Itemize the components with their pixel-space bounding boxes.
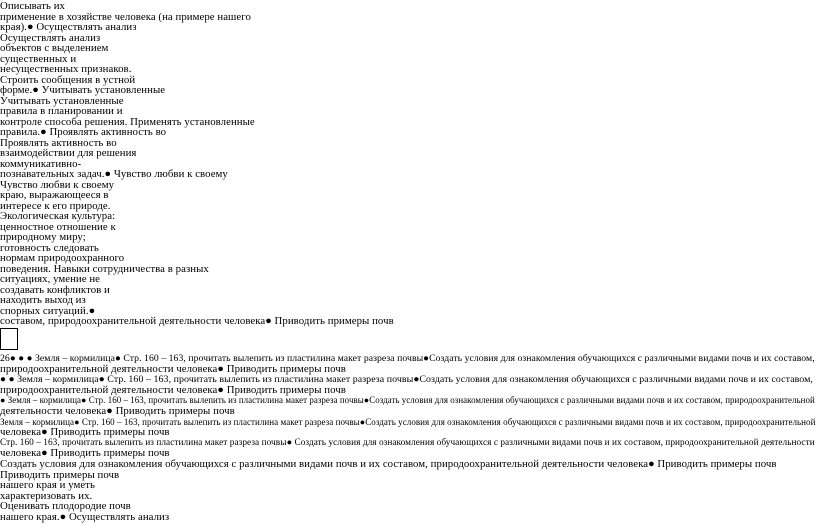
- upper-text-line: познавательных задач.● Чувство любви к своему: [0, 168, 228, 180]
- upper-text-line: объектов с выделением: [0, 42, 109, 54]
- upper-text-line: края).● Осуществлять анализ: [0, 21, 137, 33]
- lower-text-line: ● Земля – кормилица● Стр. 160 – 163, прочитать вылепить из пластилина макет разреза почвы●Создать условия для ознакомления обучающихся с различными видами почв и их составом, природоохранительной: [0, 395, 815, 406]
- upper-text-line: природному миру;: [0, 231, 86, 243]
- lower-text-line: природоохранительной деятельности человека● Приводить примеры почв: [0, 362, 346, 375]
- upper-text-line: готовность следовать: [0, 241, 99, 254]
- upper-text-line: правила в планировании и: [0, 105, 123, 117]
- upper-text-line: коммуникативно-: [0, 157, 82, 170]
- upper-text-line: создавать конфликтов и: [0, 283, 110, 296]
- lower-text-line: Оценивать плодородие почв: [0, 500, 131, 513]
- upper-text-line: Строить сообщения в устной: [0, 73, 136, 86]
- lower-text-line: человека● Приводить примеры почв: [0, 426, 170, 439]
- upper-text-line: контроле способа решения. Применять установленные: [0, 115, 255, 128]
- upper-text-line: Осуществлять анализ: [0, 31, 101, 44]
- upper-text-line: несущественных признаков.: [0, 63, 132, 75]
- empty-table-cell: [0, 328, 18, 350]
- lower-text-line: Земля – кормилица● Стр. 160 – 163, прочитать вылепить из пластилина макет разреза почвы●Создать условия для ознакомления обучающихся с различными видами почв и их составом, природоохранительной: [0, 416, 816, 427]
- upper-text-line: находить выход из: [0, 294, 86, 306]
- upper-text-line: краю, выражающееся в: [0, 189, 109, 201]
- lower-text-line: природоохранительной деятельности человека● Приводить примеры почв: [0, 383, 346, 396]
- lower-text-line: Стр. 160 – 163, прочитать вылепить из пластилина макет разреза почвы● Создать условия для ознакомления обучающихся с различными видами почв и их составом, природоохранительной деятельности: [0, 437, 815, 448]
- upper-text-line: Экологическая культура:: [0, 210, 116, 222]
- upper-text-line: правила.● Проявлять активность во: [0, 126, 167, 138]
- upper-text-line: интересе к его природе.: [0, 199, 111, 212]
- lower-text-line: Приводить примеры почв: [0, 468, 120, 481]
- lower-text-line: нашего края и уметь: [0, 479, 95, 492]
- lower-text-line: 26● ● ● Земля – кормилица● Стр. 160 – 163, прочитать вылепить из пластилина макет разреза почвы●Создать условия для ознакомления обучающихся с различными видами почв и их составом,: [0, 353, 815, 364]
- upper-text-line: ценностное отношение к: [0, 220, 116, 233]
- upper-text-line: спорных ситуаций.●: [0, 304, 96, 317]
- lower-text-line: нашего края.● Осуществлять анализ: [0, 511, 170, 523]
- lower-text-line: деятельности человека● Приводить примеры почв: [0, 405, 235, 417]
- upper-text-line: Описывать их: [0, 0, 65, 12]
- lower-text-line: ● ● Земля – кормилица● Стр. 160 – 163, прочитать вылепить из пластилина макет разреза почвы●Создать условия для ознакомления обучающихся с различными видами почв и их составом,: [0, 374, 813, 386]
- lower-text-line: человека● Приводить примеры почв: [0, 447, 170, 460]
- upper-text-line: Чувство любви к своему: [0, 178, 115, 191]
- lower-text-line: характеризовать их.: [0, 489, 93, 502]
- upper-text-line: существенных и: [0, 52, 77, 65]
- upper-text-line: составом, природоохранительной деятельности человека● Приводить примеры почв: [0, 315, 394, 327]
- upper-text-line: применение в хозяйстве человека (на примере нашего: [0, 10, 251, 23]
- lower-text-line: Создать условия для ознакомления обучающихся с различными видами почв и их составом, природоохранительной деятельности человека● Приводить примеры почв: [0, 458, 777, 470]
- upper-text-line: поведения. Навыки сотрудничества в разных: [0, 262, 209, 275]
- upper-text-line: ситуациях, умение не: [0, 273, 101, 285]
- upper-text-line: Учитывать установленные: [0, 94, 124, 107]
- upper-text-line: Проявлять активность во: [0, 136, 117, 149]
- upper-text-line: взаимодействии для решения: [0, 147, 137, 159]
- upper-text-line: форме.● Учитывать установленные: [0, 84, 166, 96]
- upper-text-line: нормам природоохранного: [0, 252, 125, 264]
